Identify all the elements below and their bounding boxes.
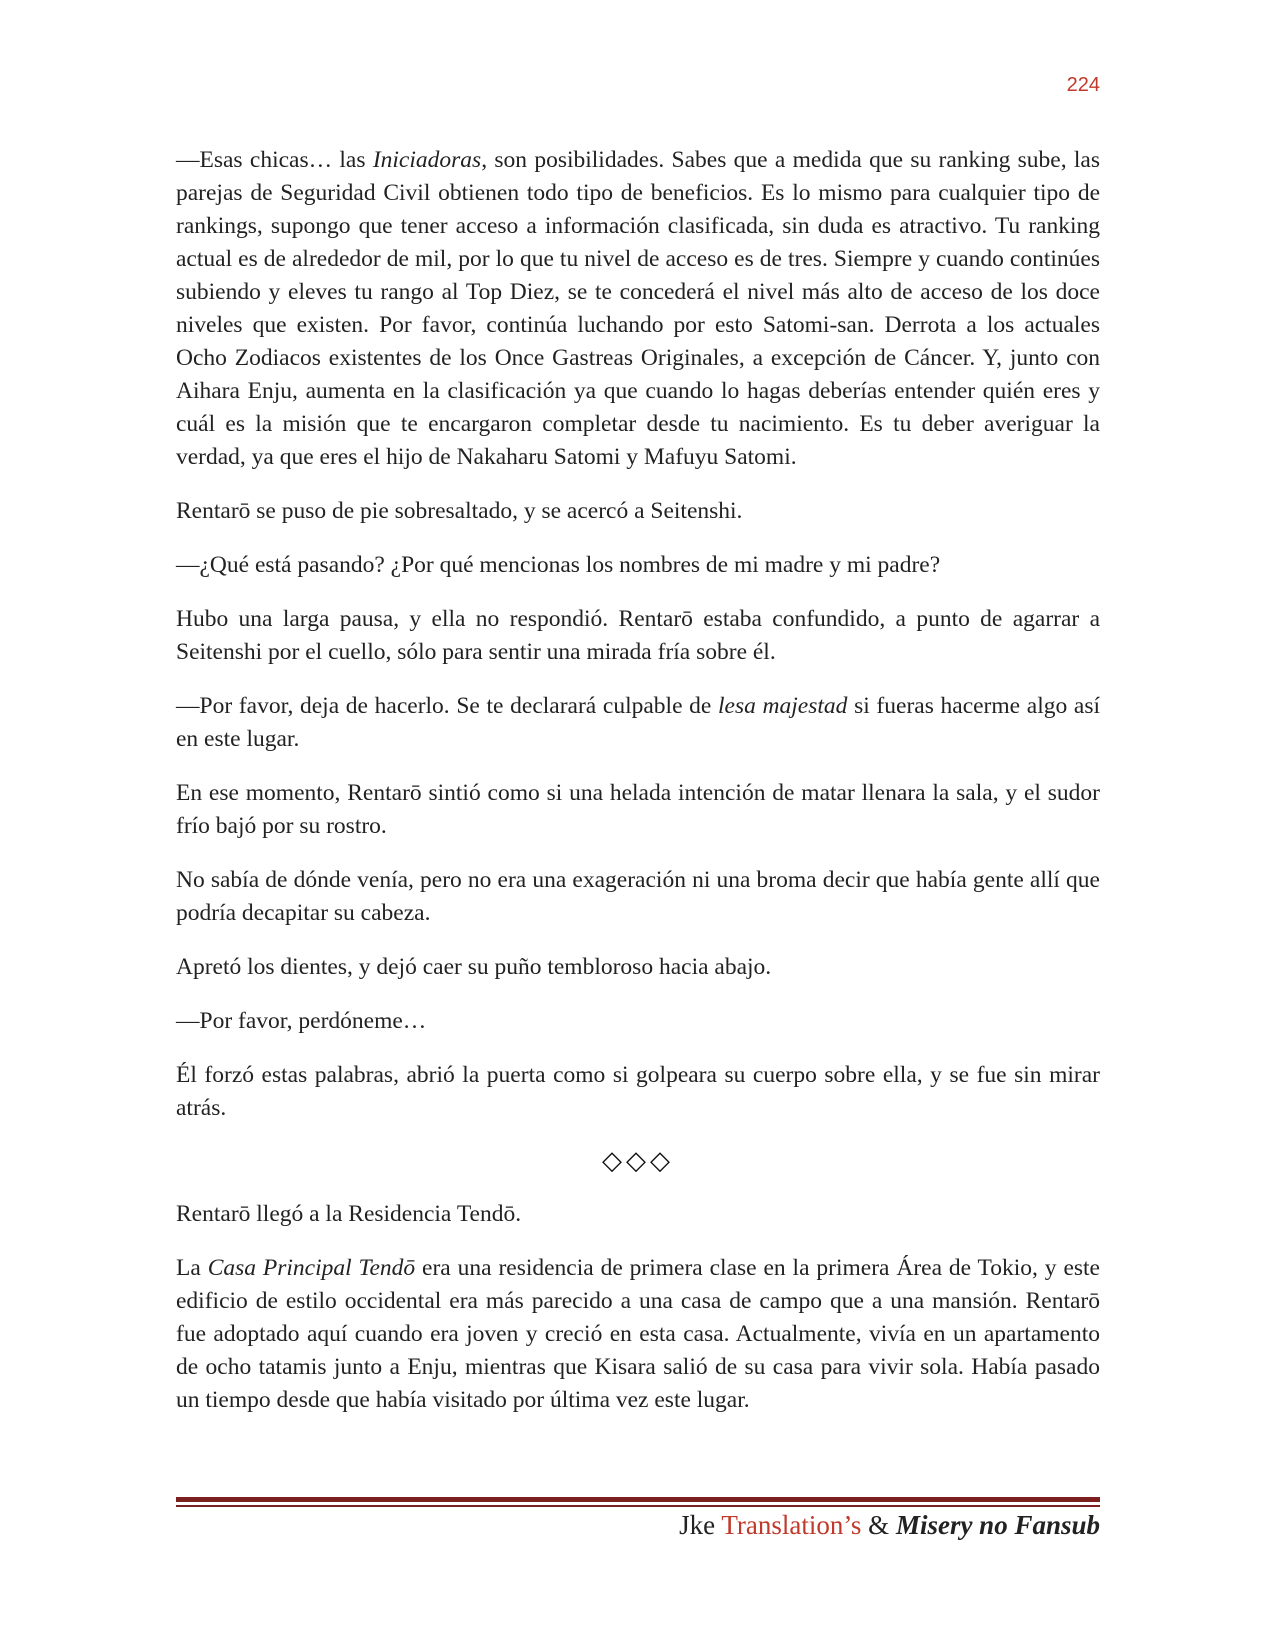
text-run: En ese momento, Rentarō sintió como si una helada intención de matar llenara la sala, y el sudor frío bajó por su rostro. (176, 780, 1100, 839)
footer-credit-translations: Translation’s (721, 1510, 862, 1540)
italic-text: lesa majestad (718, 693, 848, 719)
paragraph (176, 951, 1100, 984)
footer-credit-misery: Misery no Fansub (895, 1510, 1100, 1540)
page-body (176, 144, 1100, 1438)
text-run: , son posibilidades. Sabes que a medida que su ranking sube, las parejas de Seguridad Civil obtienen todo tipo de beneficios. Es lo mismo para cualquier tipo de rankings, supongo que tener acceso a información clasificada, sin duda es atractivo. Tu ranking actual es de alrededor de mil, por lo que tu nivel de acceso es de tres. Siempre y cuando continúes subiendo y eleves tu rango al Top Diez, se te concederá el nivel más alto de acceso de los doce niveles que existen. Por favor, continúa luchando por esto Satomi-san. Derrota a los actuales Ocho Zodiacos existentes de los Once Gastreas Originales, a excepción de Cáncer. Y, junto con Aihara Enju, aumenta en la clasificación ya que cuando lo hagas deberías entender quién eres y cuál es la misión que te encargaron completar desde tu nacimiento. Es tu deber averiguar la verdad, ya que eres el hijo de Nakaharu Satomi y Mafuyu Satomi. (176, 147, 1100, 470)
paragraph (176, 1252, 1100, 1417)
italic-text: Casa Principal Tendō (207, 1255, 416, 1281)
paragraph (176, 864, 1100, 930)
paragraphs-before-separator (176, 144, 1100, 1125)
paragraph (176, 144, 1100, 474)
paragraph (176, 549, 1100, 582)
text-run: Rentarō se puso de pie sobresaltado, y se acercó a Seitenshi. (176, 498, 743, 524)
section-separator: ◇◇◇ (602, 1146, 674, 1175)
paragraph (176, 690, 1100, 756)
text-run: La (176, 1255, 208, 1281)
paragraph (176, 1005, 1100, 1038)
page-number: 224 (1066, 74, 1100, 96)
text-run: —Por favor, deja de hacerlo. Se te declarará culpable de (176, 693, 719, 719)
text-run: Apretó los dientes, y dejó caer su puño tembloroso hacia abajo. (176, 954, 772, 980)
footer-rule-thick (176, 1497, 1100, 1502)
paragraph (176, 1059, 1100, 1125)
text-run: si fueras hacerme algo así en este lugar. (176, 693, 1100, 752)
paragraph (176, 777, 1100, 843)
paragraphs-after-separator (176, 1198, 1100, 1417)
text-run: era una residencia de primera clase en la primera Área de Tokio, y este edificio de estilo occidental era más parecido a una casa de campo que a una mansión. Rentarō fue adoptado aquí cuando era joven y creció en esta casa. Actualmente, vivía en un apartamento de ocho tatamis junto a Enju, mientras que Kisara salió de su casa para vivir sola. Había pasado un tiempo desde que había visitado por última vez este lugar. (176, 1255, 1100, 1413)
italic-text: Iniciadoras (372, 147, 482, 173)
paragraph (176, 603, 1100, 669)
text-run: No sabía de dónde venía, pero no era una exageración ni una broma decir que había gente allí que podría decapitar su cabeza. (176, 867, 1100, 926)
paragraph (176, 495, 1100, 528)
footer-rule-thin (176, 1505, 1100, 1507)
text-run: Rentarō llegó a la Residencia Tendō. (176, 1201, 522, 1227)
text-run: —¿Qué está pasando? ¿Por qué mencionas los nombres de mi madre y mi padre? (176, 552, 941, 578)
footer-credit-jke: Jke (679, 1510, 722, 1540)
text-run: Él forzó estas palabras, abrió la puerta como si golpeara su cuerpo sobre ella, y se fue sin mirar atrás. (176, 1062, 1100, 1121)
text-run: —Esas chicas… las (176, 147, 373, 173)
footer-credit-ampersand: & (861, 1510, 896, 1540)
text-run: —Por favor, perdóneme… (176, 1008, 427, 1034)
paragraph (176, 1198, 1100, 1231)
text-run: Hubo una larga pausa, y ella no respondió. Rentarō estaba confundido, a punto de agarrar a Seitenshi por el cuello, sólo para sentir una mirada fría sobre él. (176, 606, 1100, 665)
footer-credit (176, 1510, 1100, 1541)
